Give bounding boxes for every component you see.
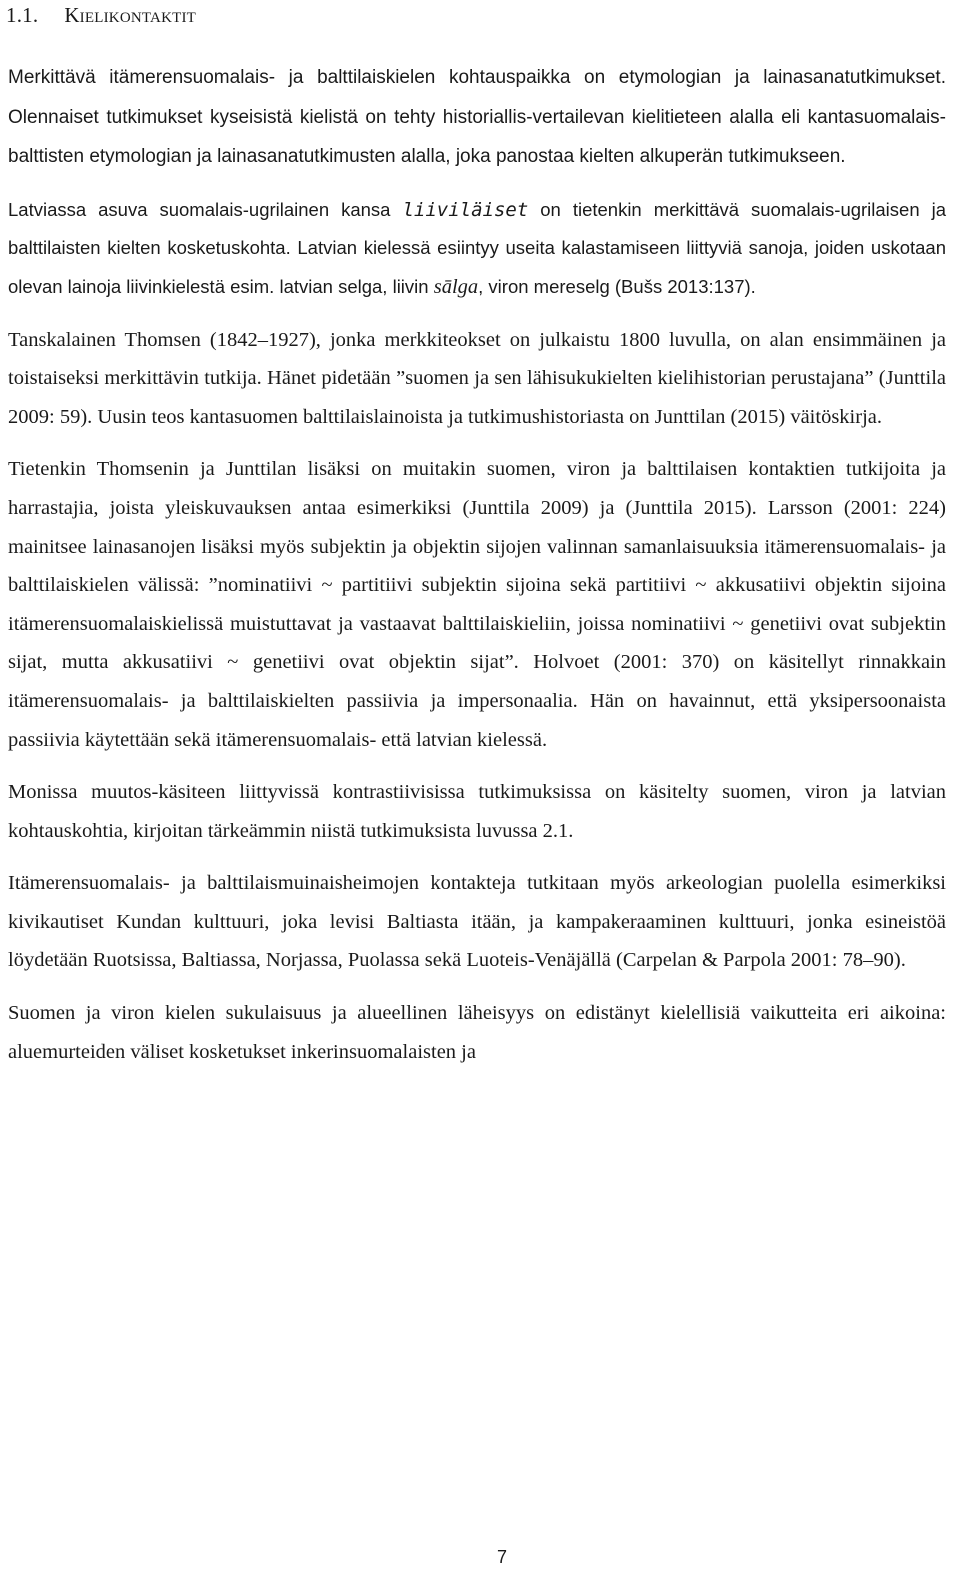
paragraph-4: Tietenkin Thomsenin ja Junttilan lisäksi on muitakin suomen, viron ja balttilaisen kontaktien tutkijoita ja harrastajia, joista yleiskuvauksen antaa esimerkiksi (Junttila 2009) ja (Junttila 2015). Larsson (2001: 224) mainitsee lainasanojen lisäksi myös subjektin ja objektin sijojen valinnan samanlaisuuksia itämerensuomalais- ja balttilaiskielen välissä: ”nominatiivi ~ partitiivi subjektin sijoina sekä partitiivi ~ akkusatiivi objektin sijoina itämerensuomalaiskielissä muistuttavat ja vastaavat balttilaiskieliin, joissa nominatiivi ~ genetiivi ovat subjektin sijat, mutta akkusatiivi ~ genetiivi ovat objektin sijat”. Holvoet (2001: 370) on käsitellyt rinnakkain itämerensuomalais- ja balttilaiskielten passiivia ja impersonaalia. Hän on havainnut, että yksipersoonaista passiivia käytettään sekä itämerensuomalais- että latvian kielessä. bbox=[8, 458, 946, 751]
paragraph-2-part-4: , viron mereselg (Bušs 2013:137). bbox=[478, 275, 756, 297]
section-title: Kielikontaktit bbox=[64, 3, 197, 27]
paragraph-2-italic-term: liiviläiset bbox=[402, 198, 529, 221]
body-text bbox=[8, 58, 946, 1071]
paragraph-2-part-1: Latviassa asuva suomalais-ugrilainen kansa bbox=[8, 198, 403, 220]
paragraph-5: Monissa muutos-käsiteen liittyvissä kontrastiivisissa tutkimuksissa on käsitelty suomen, viron ja latvian kohtauskohtia, kirjoitan tärkeämmin niistä tutkimuksista luvussa 2.1. bbox=[8, 781, 946, 842]
paragraph-7: Suomen ja viron kielen sukulaisuus ja alueellinen läheisyys on edistänyt kielellisiä vaikutteita eri aikoina: aluemurteiden väliset kosketukset inkerinsuomalaisten ja bbox=[8, 1002, 946, 1063]
paragraph-6: Itämerensuomalais- ja balttilaismuinaisheimojen kontakteja tutkitaan myös arkeologian puolella esimerkiksi kivikautiset Kundan kulttuuri, joka levisi Baltiasta itään, ja kampakeraaminen kulttuuri, jonka esineistöä löydetään Ruotsissa, Baltiassa, Norjassa, Puolassa sekä Luoteis-Venäjällä (Carpelan & Parpola 2001: 78–90). bbox=[8, 872, 946, 972]
paragraph-2-italic-term-2: sālga bbox=[433, 275, 479, 298]
paragraph-1 bbox=[8, 58, 946, 177]
section-number: 1.1. bbox=[6, 3, 39, 27]
paragraph-1-sentence-2: Olennaiset tutkimukset kyseisistä kielistä on tehty historiallis-vertailevan kielitieteen alalla eli kantasuomalais-balttisten etymologian ja lainasanatutkimusten alalla, joka panostaa kielten alkuperän tutkimukseen. bbox=[8, 106, 946, 168]
page-number: 7 bbox=[497, 1547, 508, 1567]
paragraph-2-part-3: Latvian kielessä esiintyy useita kalastamiseen liittyviä sanoja, joiden uskotaan olevan lainoja liivinkielestä esim. latvian selga, liivin bbox=[8, 237, 947, 297]
paragraph-2-part-2: on tietenkin merkittävä suomalais-ugrilaisen ja balttilaisten kielten kosketuskohta. bbox=[8, 198, 946, 259]
paragraph-1-sentence-1: Merkittävä itämerensuomalais- ja balttilaiskielen kohtauspaikka on etymologian ja lainasanatutkimukset. bbox=[8, 67, 946, 88]
paragraph-2 bbox=[8, 191, 946, 307]
section-heading bbox=[6, 0, 196, 30]
paragraph-3: Tanskalainen Thomsen (1842–1927), jonka merkkiteokset on julkaistu 1800 luvulla, on alan ensimmäinen ja toistaiseksi merkittävin tutkija. Hänet pidetään ”suomen ja sen lähisukukielten kielihistorian perustajana” (Junttila 2009: 59). Uusin teos kantasuomen balttilaislainoista ja tutkimushistoriasta on Junttilan (2015) väitöskirja. bbox=[8, 328, 946, 428]
